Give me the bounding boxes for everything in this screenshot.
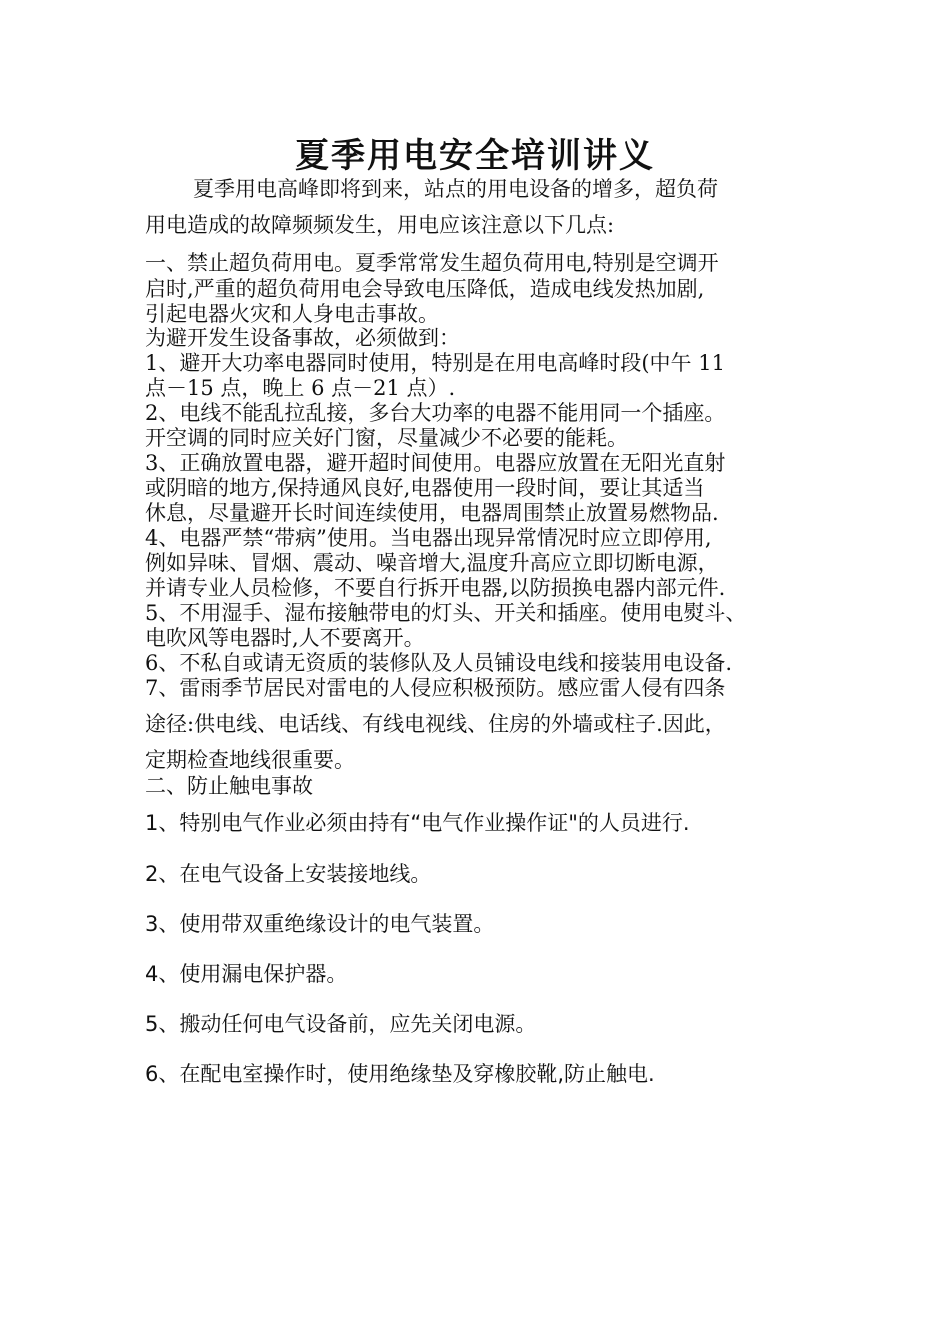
section1-line-16: 电吹风等电器时,人不要离开。	[145, 626, 425, 650]
section1-line-3: 引起电器火灾和人身电击事故。	[145, 302, 439, 326]
section2-heading: 二、防止触电事故	[145, 774, 313, 798]
section2-item-1: 1、特别电气作业必须由持有“电气作业操作证"的人员进行.	[145, 811, 690, 835]
section2-item-5: 5、搬动任何电气设备前，应先关闭电源。	[145, 1012, 537, 1036]
section1-line-13: 例如异味、冒烟、震动、噪音增大,温度升高应立即切断电源，	[145, 551, 719, 575]
section1-line-5: 1、避开大功率电器同时使用，特别是在用电高峰时段(中午 11	[145, 351, 725, 375]
section1-line-7: 2、电线不能乱拉乱接，多台大功率的电器不能用同一个插座。	[145, 401, 726, 425]
section1-line-2: 启时,严重的超负荷用电会导致电压降低，造成电线发热加剧,	[145, 277, 705, 301]
section1-line-1: 一、禁止超负荷用电。夏季常常发生超负荷用电,特别是空调开	[145, 251, 719, 275]
section2-item-4: 4、使用漏电保护器。	[145, 962, 348, 986]
intro-line-2: 用电造成的故障频频发生，用电应该注意以下几点:	[145, 213, 615, 237]
section1-line-11: 休息，尽量避开长时间连续使用，电器周围禁止放置易燃物品.	[145, 501, 719, 525]
section2-item-2: 2、在电气设备上安装接地线。	[145, 862, 432, 886]
section1-line-18: 7、雷雨季节居民对雷电的人侵应积极预防。感应雷人侵有四条	[145, 676, 726, 700]
section2-item-3: 3、使用带双重绝缘设计的电气装置。	[145, 912, 495, 936]
section1-line-20: 定期检查地线很重要。	[145, 748, 355, 772]
section1-line-9: 3、正确放置电器，避开超时间使用。电器应放置在无阳光直射	[145, 451, 726, 475]
intro-line-1: 夏季用电高峰即将到来，站点的用电设备的增多，超负荷	[193, 177, 718, 201]
document-title: 夏季用电安全培训讲义	[295, 136, 655, 176]
section1-line-17: 6、不私自或请无资质的装修队及人员铺设电线和接装用电设备.	[145, 651, 733, 675]
section1-line-6: 点－15 点，晚上 6 点－21 点）.	[145, 376, 456, 400]
section1-line-4: 为避开发生设备事故，必须做到：	[145, 326, 460, 350]
section1-line-8: 开空调的同时应关好门窗，尽量减少不必要的能耗。	[145, 426, 628, 450]
section1-line-15: 5、不用湿手、湿布接触带电的灯头、开关和插座。使用电熨斗、	[145, 601, 747, 625]
section1-line-12: 4、电器严禁“带病”使用。当电器出现异常情况时应立即停用,	[145, 526, 712, 550]
section1-line-14: 并请专业人员检修，不要自行拆开电器,以防损换电器内部元件.	[145, 576, 726, 600]
section1-line-19: 途径:供电线、电话线、有线电视线、住房的外墙或柱子.因此，	[145, 712, 726, 736]
section1-line-10: 或阴暗的地方,保持通风良好,电器使用一段时间，要让其适当	[145, 476, 705, 500]
section2-item-6: 6、在配电室操作时，使用绝缘垫及穿橡胶靴,防止触电.	[145, 1062, 655, 1086]
